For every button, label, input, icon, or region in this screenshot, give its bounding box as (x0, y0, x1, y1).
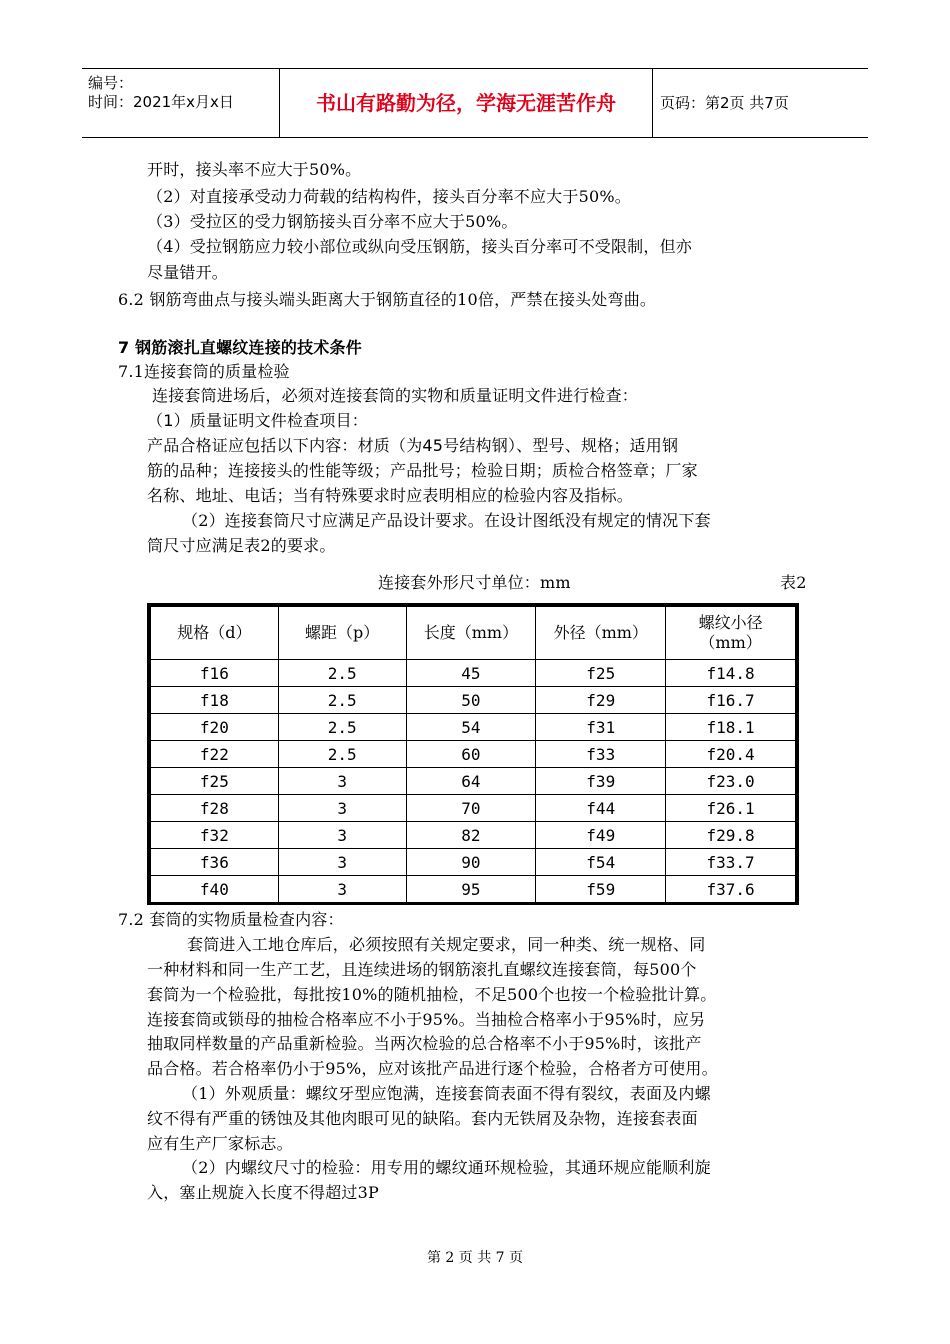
paragraph-line: 品合格。若合格率仍小于95%，应对该批产品进行逐个检验，合格者方可使用。 (147, 1059, 718, 1078)
table-cell: f25 (536, 660, 666, 687)
table-cell: 2.5 (278, 714, 406, 741)
table-cell: f28 (151, 795, 279, 822)
table-cell: 3 (278, 876, 406, 903)
table-cell: 3 (278, 849, 406, 876)
table-header-cell: 外径（mm） (536, 607, 666, 660)
table-cell: f29.8 (666, 822, 796, 849)
subsection-heading: 7.2 套筒的实物质量检查内容： (118, 910, 344, 929)
dimensions-table (147, 603, 799, 905)
table-cell: f26.1 (666, 795, 796, 822)
table-cell: f16.7 (666, 687, 796, 714)
table-header-cell (666, 607, 796, 660)
table-caption: 连接套外形尺寸单位：mm (378, 573, 571, 592)
table-cell: f31 (536, 714, 666, 741)
table-cell: f25 (151, 768, 279, 795)
table-cell: 45 (406, 660, 536, 687)
table-cell: f54 (536, 849, 666, 876)
table-cell: f59 (536, 876, 666, 903)
table-cell: f44 (536, 795, 666, 822)
table-header-row (151, 607, 796, 660)
paragraph-line: （3）受拉区的受力钢筋接头百分率不应大于50%。 (147, 212, 518, 231)
table-cell: f29 (536, 687, 666, 714)
table-cell: f14.8 (666, 660, 796, 687)
table-cell: 50 (406, 687, 536, 714)
table-cell: f18 (151, 687, 279, 714)
table-cell: 3 (278, 795, 406, 822)
table-cell: 90 (406, 849, 536, 876)
paragraph-line: 开时，接头率不应大于50%。 (147, 160, 362, 179)
table-number: 表2 (780, 573, 807, 592)
table-row (151, 795, 796, 822)
paragraph-line: 套筒为一个检验批，每批按10%的随机抽检，不足500个也按一个检验批计算。 (147, 985, 717, 1004)
paragraph-line: 名称、地址、电话；当有特殊要求时应表明相应的检验内容及指标。 (147, 486, 634, 505)
table-row (151, 768, 796, 795)
table-row (151, 660, 796, 687)
table-cell: f20 (151, 714, 279, 741)
table-cell: f49 (536, 822, 666, 849)
table-row (151, 687, 796, 714)
paragraph-line: （1）外观质量：螺纹牙型应饱满，连接套筒表面不得有裂纹，表面及内螺 (182, 1084, 711, 1103)
table-row (151, 876, 796, 903)
table-cell: f22 (151, 741, 279, 768)
paragraph-line: 产品合格证应包括以下内容：材质（为45号结构钢）、型号、规格；适用钢 (147, 436, 679, 455)
table-cell: f32 (151, 822, 279, 849)
table-cell: 82 (406, 822, 536, 849)
paragraph-line: （4）受拉钢筋应力较小部位或纵向受压钢筋，接头百分率可不受限制，但亦 (147, 237, 692, 256)
table-cell: 3 (278, 822, 406, 849)
table-cell: f20.4 (666, 741, 796, 768)
table-header-cell: 长度（mm） (406, 607, 536, 660)
doc-number-label: 编号： (88, 74, 134, 92)
table-cell: 64 (406, 768, 536, 795)
header-page-code: 页码：第2页 共7页 (660, 94, 789, 112)
table-row (151, 741, 796, 768)
doc-date-label: 时间：2021年x月x日 (88, 93, 234, 111)
header-motto: 书山有路勤为径，学海无涯苦作舟 (280, 69, 653, 137)
paragraph-line: 应有生产厂家标志。 (147, 1134, 293, 1153)
paragraph-line: 筋的品种；连接接头的性能等级；产品批号；检验日期；质检合格签章；厂家 (147, 461, 698, 480)
table-header-cell: 规格（d） (151, 607, 279, 660)
table-cell: 95 (406, 876, 536, 903)
page-footer: 第 2 页 共 7 页 (426, 1250, 524, 1266)
paragraph-line: （1）质量证明文件检查项目： (147, 411, 368, 430)
table-cell: f23.0 (666, 768, 796, 795)
table-cell: 3 (278, 768, 406, 795)
table-cell: f16 (151, 660, 279, 687)
table-cell: f37.6 (666, 876, 796, 903)
paragraph-line: 6.2 钢筋弯曲点与接头端头距离大于钢筋直径的10倍，严禁在接头处弯曲。 (118, 290, 657, 309)
table-header-text: （mm） (699, 633, 762, 652)
paragraph-line: 纹不得有严重的锈蚀及其他肉眼可见的缺陷。套内无铁屑及杂物，连接套表面 (147, 1109, 698, 1128)
table-row (151, 714, 796, 741)
subsection-heading: 7.1连接套筒的质量检验 (118, 362, 290, 381)
paragraph-line: 筒尺寸应满足表2的要求。 (147, 536, 336, 555)
paragraph-line: 尽量错开。 (147, 263, 229, 282)
table-row (151, 822, 796, 849)
table-row (151, 849, 796, 876)
paragraph-line: 一种材料和同一生产工艺，且连续进场的钢筋滚扎直螺纹连接套筒，每500个 (147, 960, 697, 979)
page-header (82, 68, 868, 138)
table-cell: f33 (536, 741, 666, 768)
table-cell: f40 (151, 876, 279, 903)
paragraph-line: 连接套筒进场后，必须对连接套筒的实物和质量证明文件进行检查： (152, 386, 639, 405)
table-cell: f33.7 (666, 849, 796, 876)
table-cell: f39 (536, 768, 666, 795)
header-meta (82, 69, 280, 137)
paragraph-line: （2）内螺纹尺寸的检验：用专用的螺纹通环规检验，其通环规应能顺利旋 (182, 1158, 711, 1177)
table-cell: 70 (406, 795, 536, 822)
paragraph-line: 入，塞止规旋入长度不得超过3P (147, 1183, 379, 1202)
table-header-cell: 螺距（p） (278, 607, 406, 660)
table-cell: f36 (151, 849, 279, 876)
paragraph-line: 连接套筒或锁母的抽检合格率应不小于95%。当抽检合格率小于95%时，应另 (147, 1010, 706, 1029)
table-cell: 2.5 (278, 741, 406, 768)
table-cell: 2.5 (278, 687, 406, 714)
table-cell: 60 (406, 741, 536, 768)
table-cell: f18.1 (666, 714, 796, 741)
paragraph-line: 抽取同样数量的产品重新检验。当两次检验的总合格率不小于95%时，该批产 (147, 1034, 702, 1053)
paragraph-line: （2）连接套筒尺寸应满足产品设计要求。在设计图纸没有规定的情况下套 (182, 511, 711, 530)
table-cell: 2.5 (278, 660, 406, 687)
section-heading: 7 钢筋滚扎直螺纹连接的技术条件 (118, 338, 362, 357)
table-header-text: 螺纹小径 (698, 613, 763, 632)
table-cell: 54 (406, 714, 536, 741)
paragraph-line: （2）对直接承受动力荷载的结构构件，接头百分率不应大于50%。 (147, 187, 631, 206)
paragraph-line: 套筒进入工地仓库后，必须按照有关规定要求，同一种类、统一规格、同 (187, 935, 706, 954)
